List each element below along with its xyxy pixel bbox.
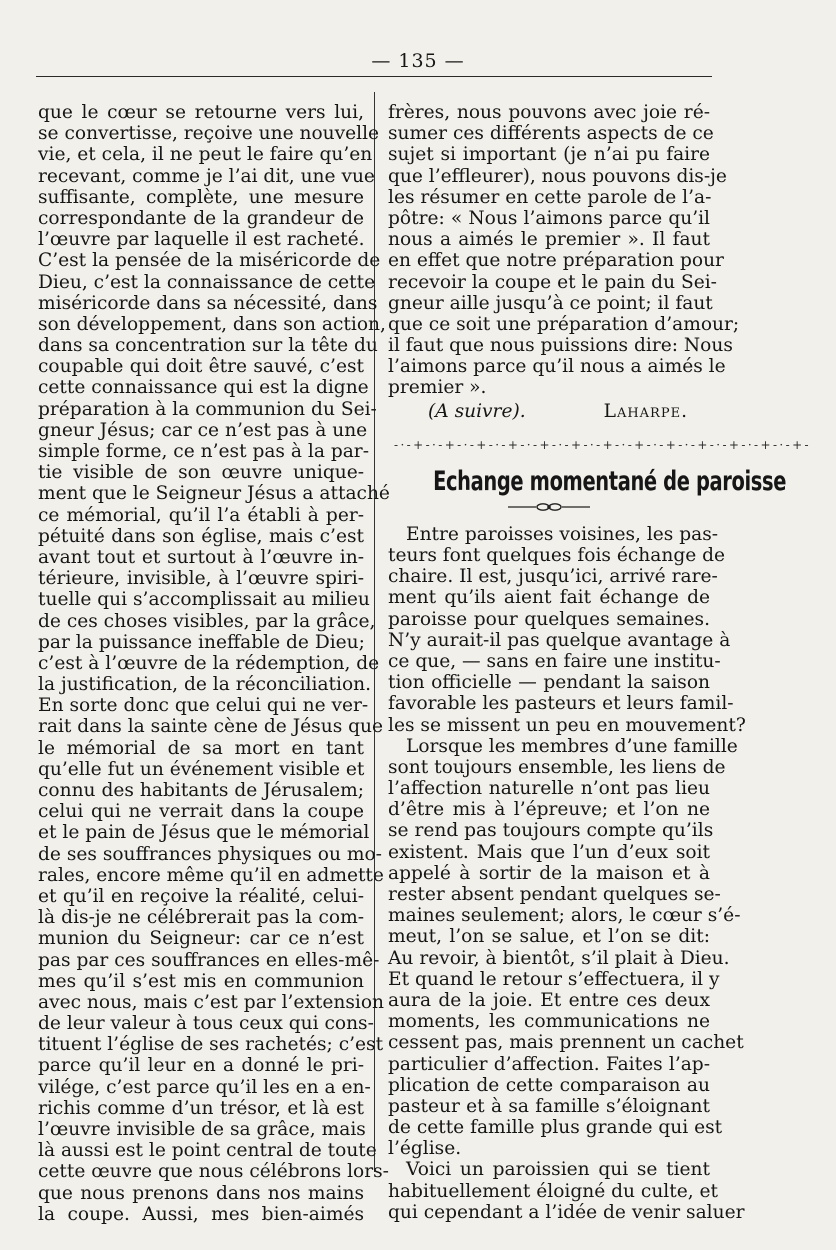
- text-line: meut, l’on se salue, et l’on se dit:: [388, 926, 710, 948]
- text-line: pas par ces souffrances en elles-mê-: [38, 949, 380, 971]
- text-line: Dieu, c’est la connaissance de cette: [38, 271, 376, 293]
- text-line: particulier d’affection. Faites l’ap-: [388, 1053, 710, 1075]
- text-line: nous a aimés le premier ». Il faut: [388, 229, 710, 251]
- title-ornament-icon: [388, 499, 710, 521]
- page-number: — 135 —: [371, 50, 465, 72]
- text-line: là aussi est le point central de toute: [38, 1140, 377, 1162]
- text-line: ce mémorial, qu’il l’a établi à per-: [38, 504, 364, 526]
- text-line: se convertisse, reçoive une nouvelle: [38, 123, 380, 145]
- text-line: tituent l’église de ses rachetés; c’est: [38, 1034, 384, 1056]
- text-line: la coupe. Aussi, mes bien-aimés: [38, 1203, 364, 1225]
- text-line: avant tout et surtout à l’œuvre in-: [38, 546, 364, 568]
- text-line: qui cependant a l’idée de venir saluer: [388, 1201, 745, 1223]
- text-line: N’y aurait-il pas quelque avantage à: [388, 629, 731, 651]
- text-line: suffisante, complète, une mesure: [38, 186, 364, 208]
- text-line: de ces choses visibles, par la grâce,: [38, 610, 376, 632]
- text-line: qu’elle fut un événement visible et: [38, 758, 365, 780]
- text-line: vilége, c’est parce qu’il les en a en-: [38, 1076, 371, 1098]
- text-line: mes qu’il s’est mis en communion: [38, 970, 364, 992]
- text-line: que ce soit une préparation d’amour;: [388, 313, 740, 335]
- text-line: parce qu’il leur en a donné le pri-: [38, 1055, 364, 1077]
- text-line: de leur valeur à tous ceux qui cons-: [38, 1013, 374, 1035]
- text-line: moments, les communications ne: [388, 1011, 710, 1033]
- text-line: ment que le Seigneur Jésus a attaché: [38, 483, 390, 505]
- text-line: l’affection naturelle n’ont pas lieu: [388, 778, 710, 800]
- text-line: Entre paroisses voisines, les pas-: [406, 523, 719, 545]
- text-line: tie visible de son œuvre unique-: [38, 462, 364, 484]
- text-line: aura de la joie. Et entre ces deux: [388, 989, 710, 1011]
- text-line: térieure, invisible, à l’œuvre spiri-: [38, 568, 364, 590]
- text-line: les résumer en cette parole de l’a-: [388, 186, 712, 208]
- text-line: de ses souffrances physiques ou mo-: [38, 843, 382, 865]
- text-line: simple forme, ce n’est pas à la par-: [38, 441, 369, 462]
- text-line: maines seulement; alors, le cœur s’é-: [388, 905, 741, 927]
- text-line: rester absent pendant quelques se-: [388, 884, 721, 905]
- text-line: paroisse pour quelques semaines.: [388, 608, 710, 630]
- text-line: habituellement éloigné du culte, et: [388, 1180, 719, 1202]
- header-rule: [36, 76, 712, 77]
- right-column: [388, 102, 811, 1223]
- text-line: tion officielle — pendant la saison: [388, 672, 710, 694]
- text-line: se rend pas toujours compte qu’ils: [388, 820, 714, 842]
- text-line: celui qui ne verrait dans la coupe: [38, 801, 364, 823]
- text-line: sujet si important (je n’ai pu faire: [388, 144, 710, 166]
- text-line: rait dans la sainte cène de Jésus que: [38, 716, 384, 738]
- text-line: gneur Jésus; car ce n’est pas à une: [38, 419, 368, 441]
- text-line: la justification, de la réconciliation.: [38, 674, 372, 696]
- to-be-continued-note: (A suivre).: [428, 400, 526, 422]
- text-line: que l’effleurer), nous pouvons dis-je: [388, 165, 727, 187]
- text-line: et le pain de Jésus que le mémorial: [38, 822, 370, 844]
- text-line: d’être mis à l’épreuve; et l’on ne: [388, 799, 710, 821]
- text-line: plication de cette comparaison au: [388, 1074, 710, 1096]
- text-line: cette œuvre que nous célébrons lors-: [38, 1161, 389, 1183]
- text-line: chaire. Il est, jusqu’ici, arrivé rare-: [388, 566, 718, 588]
- section-heading: Echange momentané de paroisse: [433, 465, 787, 497]
- text-line: Au revoir, à bientôt, s’il plait à Dieu.: [388, 947, 730, 969]
- text-line: là dis-je ne célébrerait pas la com-: [38, 907, 364, 929]
- text-line: pôtre: « Nous l’aimons parce qu’il: [388, 207, 710, 229]
- text-line: pasteur et à sa famille s’éloignant: [388, 1095, 710, 1117]
- left-column: [38, 102, 390, 1225]
- text-line: dans sa concentration sur la tête du: [38, 335, 378, 357]
- text-line: rales, encore même qu’il en admette: [38, 864, 384, 886]
- text-line: l’œuvre par laquelle il est racheté.: [38, 229, 365, 251]
- text-line: cessent pas, mais prennent un cachet: [388, 1032, 744, 1054]
- text-line: les se missent un peu en mouvement?: [388, 714, 746, 736]
- text-line: miséricorde dans sa nécessité, dans: [38, 292, 378, 314]
- text-line: l’église.: [388, 1138, 462, 1160]
- text-line: et qu’il en reçoive la réalité, celui-: [38, 885, 364, 907]
- text-line: sont toujours ensemble, les liens de: [388, 756, 726, 778]
- author-signature: Laharpe.: [603, 400, 688, 422]
- text-line: ce que, — sans en faire une institu-: [388, 650, 721, 672]
- text-line: en effet que notre préparation pour: [388, 250, 724, 272]
- text-line: pétuité dans son église, mais c’est: [38, 525, 364, 547]
- text-line: connu des habitants de Jérusalem;: [38, 780, 364, 801]
- text-line: son développement, dans son action,: [38, 313, 386, 335]
- text-line: vie, et cela, il ne peut le faire qu’en: [38, 144, 373, 166]
- text-line: recevoir la coupe et le pain du Sei-: [388, 271, 717, 293]
- text-line: gneur aille jusqu’à ce point; il faut: [388, 292, 713, 314]
- text-line: richis comme d’un trésor, et là est: [38, 1097, 364, 1119]
- text-line: favorable les pasteurs et leurs famil-: [388, 693, 734, 715]
- text-line: correspondante de la grandeur de: [38, 207, 364, 229]
- text-line: l’aimons parce qu’il nous a aimés le: [388, 356, 726, 378]
- text-line: Voici un paroissien qui se tient: [406, 1159, 710, 1181]
- attribution-line: [388, 401, 710, 422]
- text-line: de cette famille plus grande qui est: [388, 1117, 723, 1139]
- text-line: l’œuvre invisible de sa grâce, mais: [38, 1119, 366, 1140]
- text-line: Et quand le retour s’effectuera, il y: [388, 968, 720, 990]
- text-line: cette connaissance qui est la digne: [38, 377, 369, 399]
- text-line: le mémorial de sa mort en tant: [38, 737, 364, 759]
- text-line: C’est la pensée de la miséricorde de: [38, 250, 381, 272]
- text-line: En sorte donc que celui qui ne ver-: [38, 695, 369, 717]
- text-line: teurs font quelques fois échange de: [388, 545, 726, 566]
- text-line: préparation à la communion du Sei-: [38, 398, 377, 420]
- text-line: par la puissance ineffable de Dieu;: [38, 631, 365, 653]
- text-line: frères, nous pouvons avec joie ré-: [388, 102, 710, 123]
- text-line: avec nous, mais c’est par l’extension: [38, 991, 385, 1013]
- text-line: munion du Seigneur: car ce n’est: [38, 928, 364, 950]
- text-line: il faut que nous puissions dire: Nous: [388, 335, 733, 357]
- text-line: que nous prenons dans nos mains: [38, 1182, 364, 1204]
- text-line: que le cœur se retourne vers lui,: [38, 102, 364, 123]
- text-line: c’est à l’œuvre de la rédemption, de: [38, 652, 380, 674]
- article-conclusion: [388, 102, 740, 399]
- text-line: existent. Mais que l’un d’eux soit: [388, 841, 710, 863]
- text-line: tuelle qui s’accomplissait au milieu: [38, 589, 370, 611]
- text-line: appelé à sortir de la maison et à: [388, 862, 710, 884]
- text-line: ment qu’ils aient fait échange de: [388, 587, 710, 609]
- text-line: sumer ces différents aspects de ce: [388, 123, 714, 145]
- article-body: [388, 523, 746, 1223]
- text-line: recevant, comme je l’ai dit, une vue: [38, 165, 375, 187]
- text-line: Lorsque les membres d’une famille: [406, 735, 738, 757]
- text-line: premier ».: [388, 377, 487, 399]
- section-divider: -·-+-·-+-·-+-·-+-·-+-·-+-·-+-·-+-·-+-·-+-·-+-·-+-·-+-: [394, 437, 811, 452]
- text-line: coupable qui doit être sauvé, c’est: [38, 356, 364, 378]
